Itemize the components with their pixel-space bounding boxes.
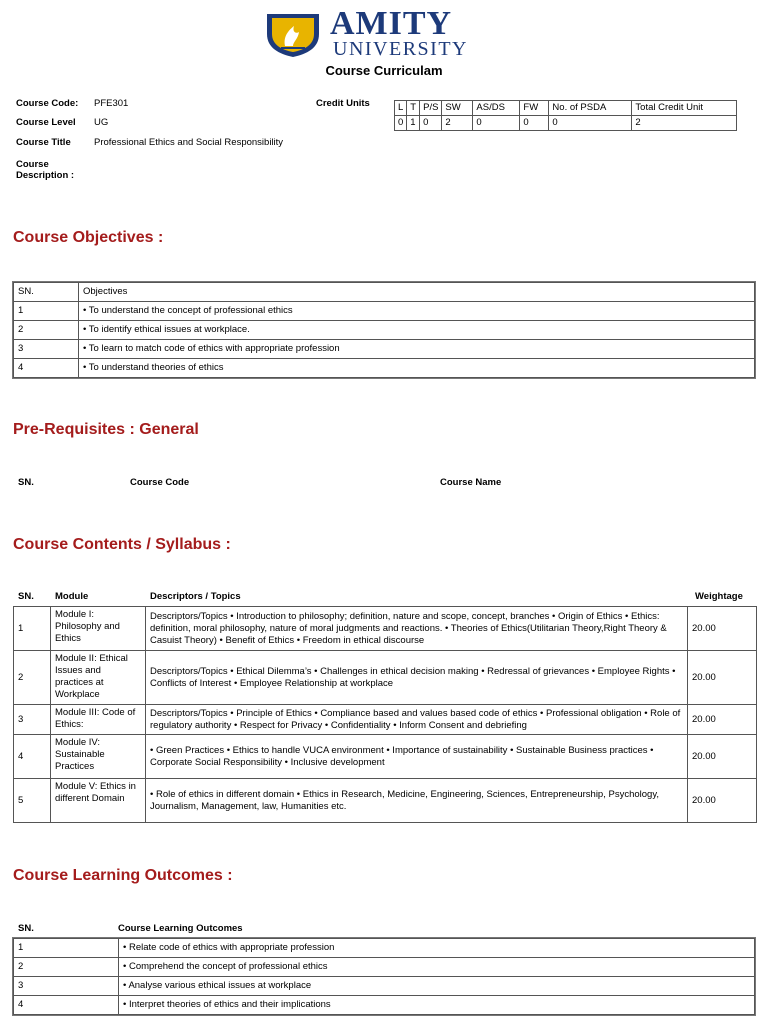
row-text: • To understand theories of ethics bbox=[79, 359, 755, 378]
course-description-label: Course Description : bbox=[16, 159, 75, 181]
course-title-label: Course Title bbox=[16, 137, 71, 148]
row-sn: 3 bbox=[14, 705, 51, 735]
row-module: Module III: Code of Ethics: bbox=[51, 705, 146, 735]
row-topics: • Role of ethics in different domain • Ethics in Research, Medicine, Engineering, Sciences, Entrepreneurship, Psychology, Journalism, Management, law, Humanities etc. bbox=[146, 779, 688, 823]
table-header-row bbox=[14, 283, 755, 302]
credit-header-cell: FW bbox=[520, 101, 549, 116]
row-topics: Descriptors/Topics • Introduction to philosophy; definition, nature and scope, concept, branches • Origin of Ethics • Ethics: definition, moral philosophy, nature of moral judgments and reactions. • Theories of Ethics(Utilitarian Theory,Right Theory & Casuist Theory) • Benefit of Ethics • Freedom in ethical discourse bbox=[146, 607, 688, 651]
table-row bbox=[14, 939, 755, 958]
row-topics: • Green Practices • Ethics to handle VUCA environment • Importance of sustainability • Sustainable Business practices • Corporate Social Responsibility • Inclusive development bbox=[146, 735, 688, 779]
university-crest-logo bbox=[263, 12, 323, 58]
outcomes-column-outcomes: Course Learning Outcomes bbox=[118, 923, 243, 934]
row-sn: 2 bbox=[14, 958, 119, 977]
row-module: Module I: Philosophy and Ethics bbox=[51, 607, 146, 651]
row-module: Module V: Ethics in different Domain bbox=[51, 779, 146, 823]
row-text: • Interpret theories of ethics and their implications bbox=[119, 996, 755, 1015]
outcomes-column-sn: SN. bbox=[18, 923, 34, 934]
credit-header-cell: SW bbox=[442, 101, 473, 116]
table-row bbox=[14, 735, 757, 779]
credit-value-cell: 0 bbox=[473, 116, 520, 131]
table-row bbox=[14, 996, 755, 1015]
syllabus-column-topics: Descriptors / Topics bbox=[150, 591, 241, 602]
row-weightage: 20.00 bbox=[688, 705, 757, 735]
syllabus-column-sn: SN. bbox=[18, 591, 34, 602]
column-header-objectives: Objectives bbox=[79, 283, 755, 302]
prereq-column-code: Course Code bbox=[130, 477, 190, 488]
table-row bbox=[14, 651, 757, 705]
row-module: Module II: Ethical Issues and practices at Workplace bbox=[51, 651, 146, 705]
column-header-sn: SN. bbox=[14, 283, 79, 302]
credit-units-table bbox=[394, 100, 737, 131]
row-weightage: 20.00 bbox=[688, 607, 757, 651]
table-row bbox=[14, 958, 755, 977]
syllabus-column-module: Module bbox=[55, 591, 89, 602]
table-row bbox=[14, 321, 755, 340]
table-row bbox=[14, 977, 755, 996]
table-row bbox=[14, 779, 757, 823]
credit-value-cell: 2 bbox=[632, 116, 737, 131]
course-level-value: UG bbox=[94, 117, 109, 128]
syllabus-heading: Course Contents / Syllabus : bbox=[13, 536, 231, 553]
row-text: • Relate code of ethics with appropriate profession bbox=[119, 939, 755, 958]
row-sn: 3 bbox=[14, 977, 119, 996]
row-sn: 4 bbox=[14, 735, 51, 779]
prereq-column-sn: SN. bbox=[18, 477, 34, 488]
credit-value-cell: 0 bbox=[395, 116, 407, 131]
credit-value-cell: 0 bbox=[549, 116, 632, 131]
outcomes-heading: Course Learning Outcomes : bbox=[13, 867, 233, 884]
credit-value-cell: 0 bbox=[420, 116, 442, 131]
row-text: • Analyse various ethical issues at workplace bbox=[119, 977, 755, 996]
credit-header-cell: Total Credit Unit bbox=[632, 101, 737, 116]
credit-header-cell: T bbox=[407, 101, 420, 116]
page-title: Course Curriculam bbox=[325, 63, 443, 78]
course-code-label: Course Code: bbox=[16, 98, 79, 109]
course-code-value: PFE301 bbox=[94, 98, 129, 109]
row-sn: 2 bbox=[14, 651, 51, 705]
row-sn: 4 bbox=[14, 996, 119, 1015]
row-sn: 1 bbox=[14, 607, 51, 651]
credit-header-cell: No. of PSDA bbox=[549, 101, 632, 116]
credit-header-cell: AS/DS bbox=[473, 101, 520, 116]
course-title-value: Professional Ethics and Social Responsibility bbox=[94, 137, 284, 148]
table-row bbox=[14, 302, 755, 321]
outcomes-table bbox=[13, 938, 755, 1015]
row-topics: Descriptors/Topics • Principle of Ethics • Compliance based and values based code of ethics • Professional obligation • Role of regulatory authority • Respect for Privacy • Confidentiality • Inform Consent and debriefing bbox=[146, 705, 688, 735]
table-row bbox=[14, 607, 757, 651]
objectives-heading: Course Objectives : bbox=[13, 229, 164, 246]
row-sn: 3 bbox=[14, 340, 79, 359]
credit-header-cell: P/S bbox=[420, 101, 442, 116]
syllabus-column-weightage: Weightage bbox=[695, 591, 743, 602]
row-sn: 1 bbox=[14, 939, 119, 958]
credit-value-cell: 2 bbox=[442, 116, 473, 131]
row-sn: 1 bbox=[14, 302, 79, 321]
credit-units-label: Credit Units bbox=[316, 98, 370, 109]
row-text: • To identify ethical issues at workplace. bbox=[79, 321, 755, 340]
university-name-logo: AMITY bbox=[330, 5, 453, 42]
row-text: • Comprehend the concept of professional ethics bbox=[119, 958, 755, 977]
objectives-table bbox=[13, 282, 755, 378]
table-row bbox=[14, 340, 755, 359]
prerequisites-heading: Pre-Requisites : General bbox=[13, 421, 199, 438]
table-row bbox=[14, 359, 755, 378]
row-module: Module IV: Sustainable Practices bbox=[51, 735, 146, 779]
prereq-column-name: Course Name bbox=[440, 477, 502, 488]
table-row bbox=[14, 705, 757, 735]
credit-value-row bbox=[395, 116, 737, 131]
credit-value-cell: 0 bbox=[520, 116, 549, 131]
syllabus-table bbox=[13, 606, 757, 823]
row-weightage: 20.00 bbox=[688, 779, 757, 823]
credit-header-cell: L bbox=[395, 101, 407, 116]
row-topics: Descriptors/Topics • Ethical Dilemma’s • Challenges in ethical decision making • Redressal of grievances • Employee Rights • Conflicts of Interest • Employee Relationship at workplace bbox=[146, 651, 688, 705]
course-level-label: Course Level bbox=[16, 117, 76, 128]
row-text: • To understand the concept of professional ethics bbox=[79, 302, 755, 321]
row-sn: 4 bbox=[14, 359, 79, 378]
university-sub-logo: UNIVERSITY bbox=[333, 38, 468, 60]
credit-header-row bbox=[395, 101, 737, 116]
row-weightage: 20.00 bbox=[688, 735, 757, 779]
row-weightage: 20.00 bbox=[688, 651, 757, 705]
row-text: • To learn to match code of ethics with appropriate profession bbox=[79, 340, 755, 359]
row-sn: 5 bbox=[14, 779, 51, 823]
credit-value-cell: 1 bbox=[407, 116, 420, 131]
row-sn: 2 bbox=[14, 321, 79, 340]
